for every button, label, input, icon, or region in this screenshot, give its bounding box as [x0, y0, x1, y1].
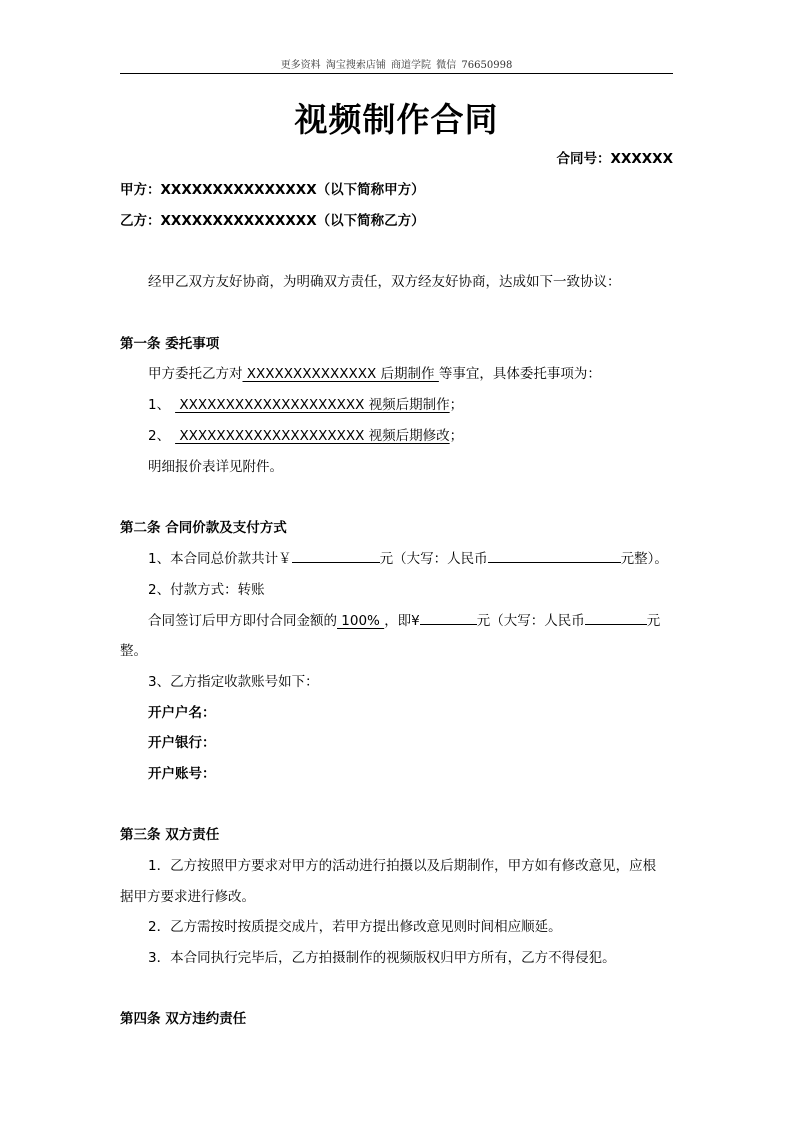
- party-a: 甲方：XXXXXXXXXXXXXXX（以下简称甲方）: [120, 182, 425, 198]
- account-intro: 3、乙方指定收款账号如下：: [148, 674, 319, 690]
- article-3-title: 第三条 双方责任: [120, 827, 220, 843]
- payment-percent: 100%: [337, 613, 385, 629]
- payment-words-blank[interactable]: [585, 609, 647, 625]
- payment-amount-blank[interactable]: [420, 609, 477, 625]
- item-1-number: 1、: [148, 397, 171, 413]
- payment-text-mid2: 元（大写：人民币: [476, 613, 585, 629]
- article-3-item-2: 2．乙方需按时按质提交成片，若甲方提出修改意见则时间相应顺延。: [148, 919, 562, 935]
- article-1-item-1: [148, 393, 673, 413]
- article-3-item-1: 1．乙方按照甲方要求对甲方的活动进行拍摄以及后期制作，甲方如有修改意见，应根: [148, 858, 657, 874]
- payment-terms-continued: 整。: [120, 643, 147, 659]
- article-1-note: 明细报价表详见附件。: [148, 459, 283, 475]
- intro-paragraph: 经甲乙双方友好协商，为明确双方责任，双方经友好协商，达成如下一致协议：: [148, 274, 621, 290]
- price-text-post: 元整）。: [620, 551, 668, 567]
- price-text-pre: 1、本合同总价款共计￥: [148, 551, 292, 567]
- party-b: 乙方：XXXXXXXXXXXXXXX（以下简称乙方）: [120, 213, 425, 229]
- payment-terms-line: [148, 609, 673, 629]
- payment-text-post: 元: [646, 613, 661, 629]
- article-2-price-line: [148, 547, 673, 567]
- article-1-text-pre: 甲方委托乙方对: [148, 366, 243, 382]
- item-2-fill: XXXXXXXXXXXXXXXXXXXX 视频后期修改: [175, 428, 450, 444]
- contract-number: 合同号：XXXXXX: [556, 151, 673, 167]
- account-bank-label: 开户银行：: [148, 735, 216, 751]
- price-amount-blank[interactable]: [292, 547, 380, 563]
- price-text-mid: 元（大写：人民币: [379, 551, 488, 567]
- article-1-item-2: [148, 424, 673, 444]
- article-3-item-1-continued: 据甲方要求进行修改。: [120, 889, 255, 905]
- article-1-text-post: 等事宜，具体委托事项为：: [438, 366, 601, 382]
- article-1-title: 第一条 委托事项: [120, 336, 220, 352]
- account-number-label: 开户账号：: [148, 766, 216, 782]
- item-1-end: ；: [449, 397, 464, 413]
- payment-text-pre: 合同签订后甲方即付合同金额的: [148, 613, 337, 629]
- account-name-label: 开户户名：: [148, 705, 216, 721]
- item-2-end: ；: [449, 428, 464, 444]
- article-4-title: 第四条 双方违约责任: [120, 1011, 247, 1027]
- payment-text-mid1: ，即¥: [384, 613, 420, 629]
- article-1-fill: XXXXXXXXXXXXXX 后期制作: [242, 366, 439, 382]
- item-2-number: 2、: [148, 428, 171, 444]
- article-3-item-3: 3．本合同执行完毕后，乙方拍摄制作的视频版权归甲方所有，乙方不得侵犯。: [148, 950, 616, 966]
- item-1-fill: XXXXXXXXXXXXXXXXXXXX 视频后期制作: [175, 397, 450, 413]
- header-note: 更多资料 淘宝搜索店铺 商道学院 微信 76650998: [280, 60, 513, 71]
- page-title: 视频制作合同: [294, 100, 499, 139]
- payment-method: 2、付款方式：转账: [148, 582, 265, 598]
- price-words-blank[interactable]: [488, 547, 621, 563]
- header-divider: [120, 73, 673, 74]
- article-2-title: 第二条 合同价款及支付方式: [120, 520, 287, 536]
- article-1-paragraph: [148, 362, 673, 382]
